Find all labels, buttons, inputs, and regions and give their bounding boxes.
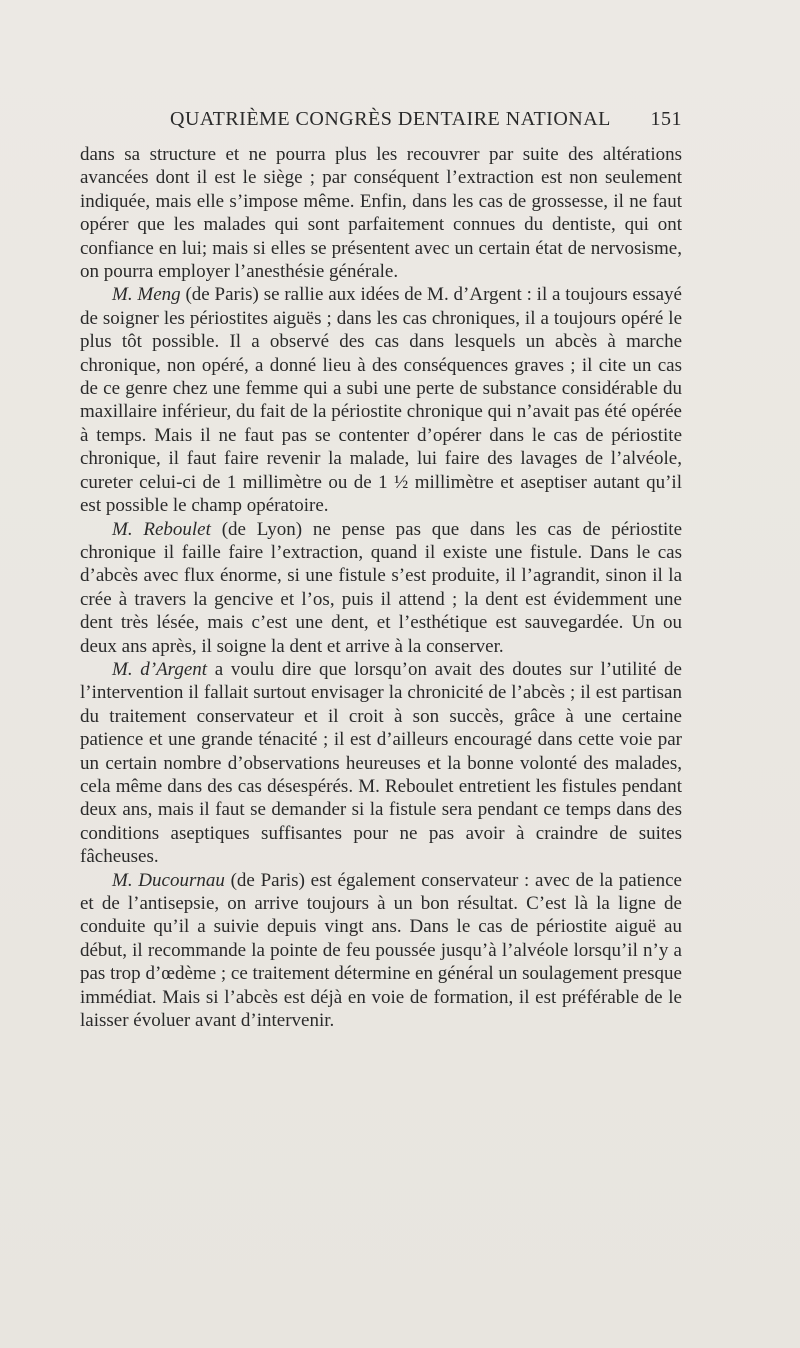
paragraph-5: [80, 869, 682, 1033]
paragraph-text: (de Paris) est également conservateur : avec de la patience et de l’antisepsie, on arrive toujours à un bon résultat. C’est là la ligne de conduite qu’il a suivie depuis vingt ans. Dans le cas de périostite aiguë au début, il recommande la pointe de feu poussée jusqu’à l’alvéole lorsqu’il n’y a pas trop d’œdème ; ce traitement détermine en général un soulagement presque immédiat. Mais si l’abcès est déjà en voie de formation, il est préférable de le laisser évoluer avant d’intervenir.: [80, 869, 682, 1032]
page-number: 151: [650, 108, 682, 130]
paragraph-3: [80, 518, 682, 658]
body-text: [80, 143, 682, 1032]
paragraph-1: [80, 143, 682, 283]
running-title: QUATRIÈME CONGRÈS DENTAIRE NATIONAL: [170, 108, 611, 130]
paragraph-text: (de Paris) se rallie aux idées de M. d’Argent : il a toujours essayé de soigner les périostites aiguës ; dans les cas chroniques, il a toujours opéré le plus tôt possible. Il a observé des cas dans lesquels un abcès à marche chronique, non opéré, a donné lieu à des conséquences graves ; il cite un cas de ce genre chez une femme qui a subi une perte de substance considérable du maxillaire inférieur, du fait de la périostite chronique qui n’avait pas été opérée à temps. Mais il ne faut pas se contenter d’opérer dans le cas de périostite chronique, il faut faire revenir la malade, lui faire des lavages de l’alvéole, cureter celui-ci de 1 millimètre ou de 1 ½ millimètre et aseptiser autant qu’il est possible le champ opératoire.: [80, 284, 682, 517]
page-header: [80, 108, 682, 138]
paragraph-text: dans sa structure et ne pourra plus les recouvrer par suite des altérations avancées dont il est le siège ; par conséquent l’extraction est non seulement indiquée, mais elle s’impose même. Enfin, dans les cas de grossesse, il ne faut opérer que les malades qui sont parfaitement connues du dentiste, qui ont confiance en lui; mais si elles se présentent avec un certain état de nervosisme, on pourra employer l’anesthésie générale.: [80, 144, 682, 283]
paragraph-4: [80, 658, 682, 869]
speaker-name: M. d’Argent: [112, 658, 208, 680]
paragraph-text: (de Lyon) ne pense pas que dans les cas de périostite chronique il faille faire l’extraction, quand il existe une fistule. Dans le cas d’abcès avec flux énorme, si une fistule s’est produite, il l’agrandit, sinon il la crée à travers la gencive et l’os, puis il attend ; la dent est évidemment une dent très lésée, mais c’est une dent, et l’esthétique est sauvegardée. Un ou deux ans après, il soigne la dent et arrive à la conserver.: [80, 518, 682, 657]
speaker-name: M. Reboulet: [112, 518, 211, 540]
paragraph-2: [80, 283, 682, 517]
speaker-name: M. Meng: [112, 284, 181, 306]
speaker-name: M. Ducournau: [112, 869, 225, 891]
paragraph-text: a voulu dire que lorsqu’on avait des doutes sur l’utilité de l’intervention il fallait surtout envisager la chronicité de l’abcès ; il est partisan du traitement conservateur et il croit à son succès, grâce à une certaine patience et une grande ténacité ; il est d’ailleurs encouragé dans cette voie par un certain nombre d’observations heureuses et la bonne volonté des malades, cela même dans des cas désespérés. M. Reboulet entretient les fistules pendant deux ans, mais il faut se demander si la fistule sera pendant ce temps dans des conditions aseptiques suffisantes pour ne pas avoir à craindre de suites fâcheuses.: [80, 658, 682, 868]
